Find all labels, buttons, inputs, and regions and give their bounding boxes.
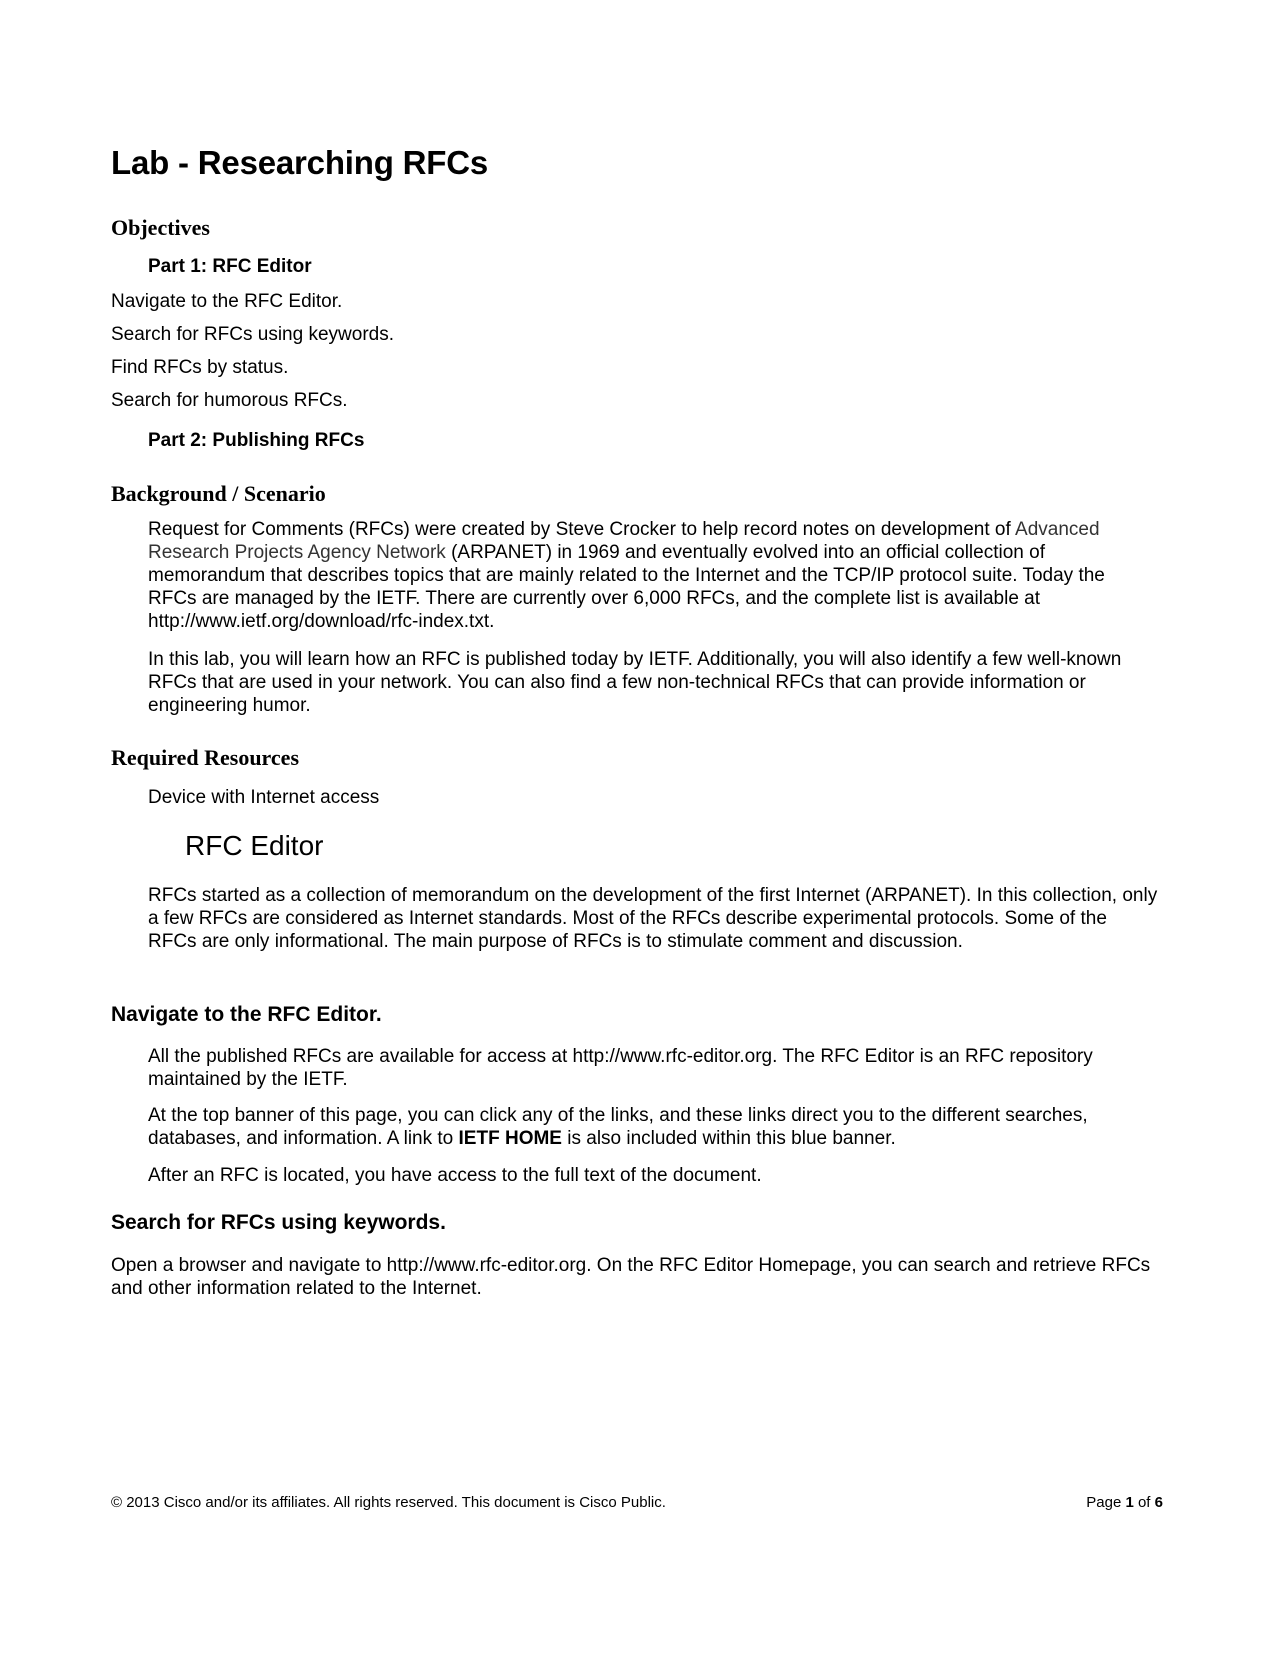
- page-of: of: [1133, 1494, 1155, 1511]
- ietf-home-label: IETF HOME: [458, 1128, 562, 1149]
- objectives-heading: Objectives: [111, 215, 210, 240]
- resource-item: Device with Internet access: [148, 787, 380, 808]
- page-title: Lab - Researching RFCs: [111, 144, 489, 181]
- rfc-editor-heading: RFC Editor: [185, 830, 324, 861]
- background-heading: Background / Scenario: [111, 481, 326, 506]
- arpanet-link-text: Advanced Research Projects Agency Network: [148, 519, 1100, 563]
- navigate-paragraph-3: After an RFC is located, you have access to the full text of the document.: [148, 1165, 762, 1186]
- navigate-heading: Navigate to the RFC Editor.: [111, 1003, 382, 1026]
- part1-label: Part 1: RFC Editor: [148, 256, 312, 277]
- bg-p1-text-a: Request for Comments (RFCs) were created by Steve Crocker to help record notes on development of: [148, 519, 1011, 540]
- page-total: 6: [1154, 1494, 1163, 1511]
- navigate-paragraph-1: All the published RFCs are available for access at http://www.rfc-editor.org. The RFC Editor is an RFC repository maintained by the IETF.: [148, 1046, 1093, 1090]
- bg-p1-text-b: (ARPANET) in 1969 and eventually evolved into an official collection of memorandum that describes topics that are mainly related to the Internet and the TCP/IP protocol suite. Today the RFCs are managed by the IETF. There are currently over 6,000 RFCs, and the complete list is available at http://www.ietf.org/download/rfc-index.txt.: [148, 542, 1105, 632]
- footer-page-number: [1086, 1494, 1163, 1511]
- background-paragraph-2: In this lab, you will learn how an RFC is published today by IETF. Additionally, you will also identify a few well-known RFCs that are used in your network. You can also find a few non-technical RFCs that can provide information or engineering humor.: [148, 649, 1122, 716]
- page-current: 1: [1125, 1494, 1134, 1511]
- background-paragraph-1: [148, 518, 1158, 633]
- nav-p2-text-a: At the top banner of this page, you can click any of the links, and these links direct you to the different searches, databases, and information. A link to: [148, 1105, 1088, 1149]
- objective-item: Find RFCs by status.: [111, 357, 289, 378]
- search-heading: Search for RFCs using keywords.: [111, 1211, 446, 1234]
- rfc-editor-paragraph: RFCs started as a collection of memorandum on the development of the first Internet (ARPANET). In this collection, only a few RFCs are considered as Internet standards. Most of the RFCs describe experimental protocols. Some of the RFCs are only informational. The main purpose of RFCs is to stimulate comment and discussion.: [148, 885, 1158, 952]
- page-prefix: Page: [1086, 1494, 1126, 1511]
- part2-label: Part 2: Publishing RFCs: [148, 430, 365, 451]
- resources-heading: Required Resources: [111, 745, 300, 770]
- footer-copyright: © 2013 Cisco and/or its affiliates. All rights reserved. This document is Cisco Public.: [111, 1494, 666, 1511]
- objective-item: Search for RFCs using keywords.: [111, 324, 394, 345]
- objective-item: Navigate to the RFC Editor.: [111, 291, 343, 312]
- navigate-paragraph-2: [148, 1104, 1158, 1150]
- objective-item: Search for humorous RFCs.: [111, 390, 348, 411]
- nav-p2-text-b: is also included within this blue banner.: [561, 1128, 896, 1149]
- search-paragraph: Open a browser and navigate to http://www.rfc-editor.org. On the RFC Editor Homepage, you can search and retrieve RFCs and other information related to the Internet.: [111, 1255, 1151, 1299]
